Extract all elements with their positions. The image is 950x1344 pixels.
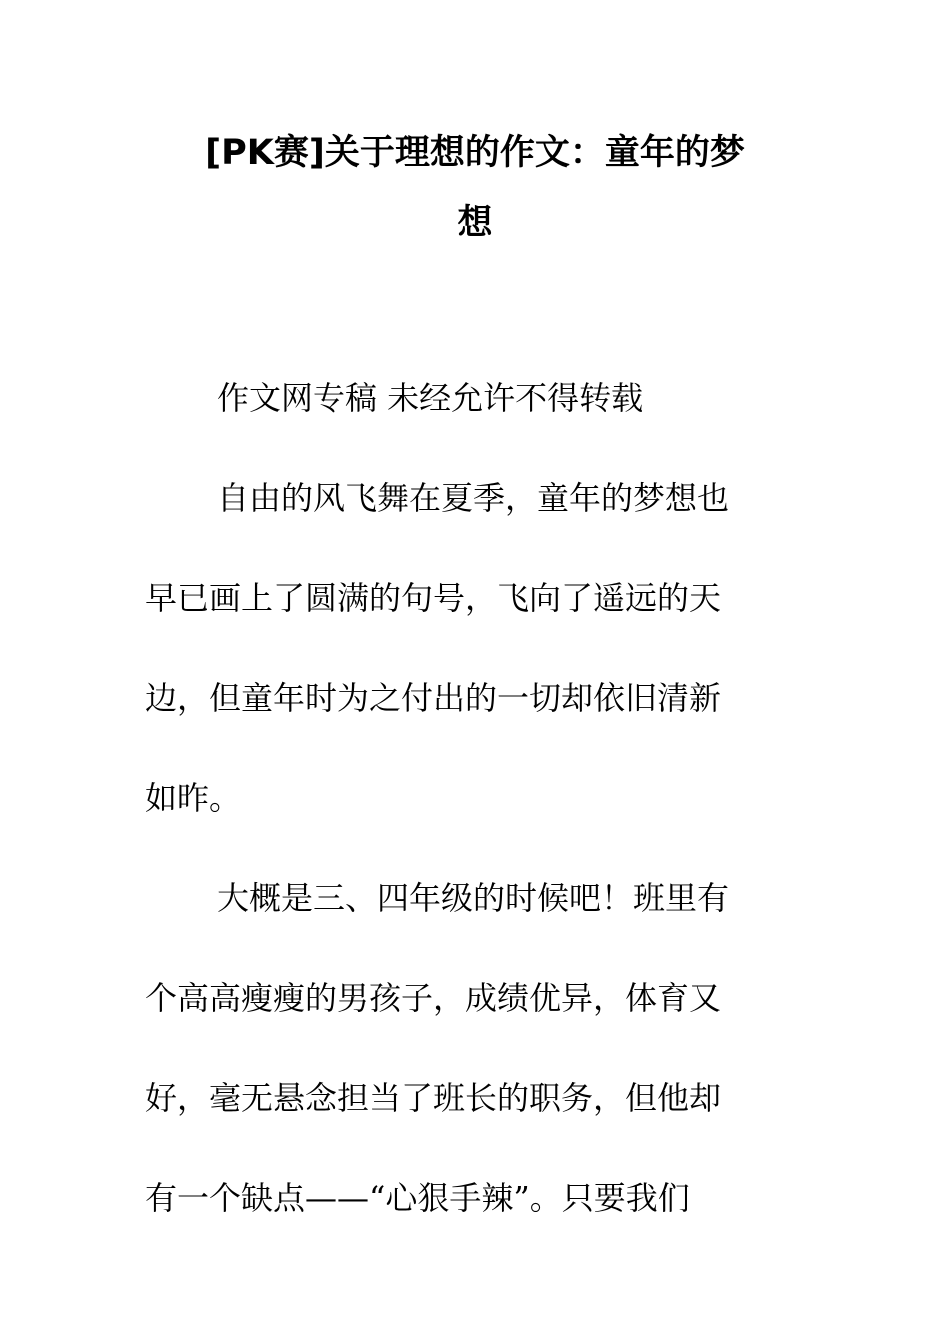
text-line: 自由的风飞舞在夏季，童年的梦想也: [217, 479, 730, 517]
text-line: 如昨。: [145, 779, 242, 817]
document-title: [145, 118, 805, 258]
paragraph-byline: [145, 373, 785, 423]
paragraph-1: [145, 473, 785, 823]
text-line: 早已画上了圆满的句号，飞向了遥远的天: [145, 579, 722, 617]
title-line-1: [PK赛]关于理想的作文：童年的梦: [205, 133, 745, 173]
paragraph-2: [145, 873, 785, 1223]
text-line: 个高高瘦瘦的男孩子，成绩优异，体育又: [145, 979, 722, 1017]
text-line: 有一个缺点——“心狠手辣”。只要我们: [145, 1179, 690, 1217]
text-line: 大概是三、四年级的时候吧！班里有: [217, 879, 730, 917]
document-body: [145, 373, 785, 1273]
text-line: 边，但童年时为之付出的一切却依旧清新: [145, 679, 722, 717]
text-line: 作文网专稿 未经允许不得转载: [217, 379, 644, 417]
title-line-2: 想: [457, 203, 493, 243]
text-line: 好，毫无悬念担当了班长的职务，但他却: [145, 1079, 722, 1117]
